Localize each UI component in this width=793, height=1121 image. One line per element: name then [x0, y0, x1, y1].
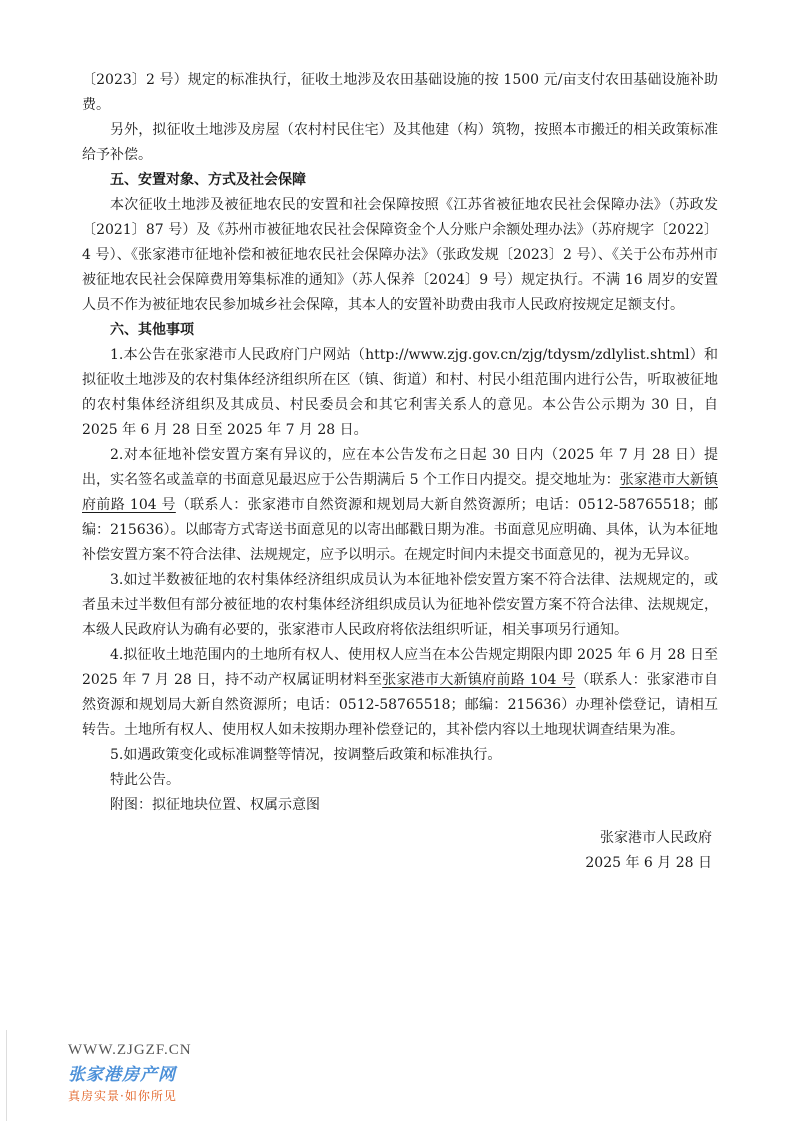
- watermark-site-name: 张家港房产网: [68, 1065, 176, 1085]
- paragraph-closing: 特此公告。: [110, 772, 180, 788]
- paragraph-housing-compensation: 另外，拟征收土地涉及房屋（农村村民住宅）及其他建（构）筑物，按照本市搬迁的相关政策标准给予补偿。: [82, 122, 718, 163]
- item-2-text-b: （联系人：张家港市自然资源和规划局大新自然资源所；电话：0512-58765518；邮编：215636）。以邮寄方式寄送书面意见的以寄出邮戳日期为准。书面意见应明确、具体，认为本征地补偿安置方案不符合法律、法规规定，应予以明示。在规定时间内未提交书面意见的，视为无异议。: [82, 497, 718, 563]
- paragraph-social-security: 本次征收土地涉及被征地农民的安置和社会保障按照《江苏省被征地农民社会保障办法》（苏政发〔2021〕87 号）及《苏州市被征地农民社会保障资金个人分账户余额处理办法》（苏府规字〔2022〕4 号）、《张家港市征地补偿和被征地农民社会保障办法》（张政发规〔2023〕2 号）、《关于公布苏州市被征地农民社会保障费用筹集标准的通知》（苏人保养〔2024〕9 号）规定执行。不满 16 周岁的安置人员不作为被征地农民参加城乡社会保障，其本人的安置补助费由我市人民政府按规定足额支付。: [82, 197, 718, 313]
- watermark-slogan: 真房实景·如你所见: [68, 1089, 177, 1103]
- item-4-text-a: 4.拟征收土地范围内的土地所有权人、使用权人应当在本公告规定期限内即 2025 年 6 月 28 日至 2025 年 7 月 28 日，持不动产权属证明材料至: [82, 647, 718, 688]
- section-heading-other-matters: 六、其他事项: [110, 322, 194, 338]
- paragraph-standard-tail: 〔2023〕2 号）规定的标准执行，征收土地涉及农田基础设施的按 1500 元/亩支付农田基础设施补助费。: [82, 72, 718, 113]
- item-4-address: 张家港市大新镇府前路 104 号: [382, 672, 576, 688]
- signature-date: 2025 年 6 月 28 日: [585, 855, 712, 871]
- signature-org: 张家港市人民政府: [600, 830, 712, 846]
- section-heading-resettlement: 五、安置对象、方式及社会保障: [110, 172, 306, 188]
- page-edge-line: [6, 1030, 7, 1121]
- item-2-address: 张家港市大新镇府前路 104 号: [82, 472, 718, 513]
- item-4-text-b: （联系人：张家港市自然资源和规划局大新自然资源所；电话：0512-58765518；邮编：215636）办理补偿登记，请相互转告。土地所有权人、使用权人如未按期办理补偿登记的，其补偿内容以土地现状调查结果为准。: [82, 672, 718, 738]
- watermark-url: WWW.ZJGZF.CN: [68, 1042, 192, 1058]
- notice-body: [82, 68, 718, 876]
- paragraph-item-5: 5.如遇政策变化或标准调整等情况，按调整后政策和标准执行。: [110, 747, 502, 763]
- paragraph-attachment: 附图：拟征地块位置、权属示意图: [110, 797, 320, 813]
- watermark-logo: [68, 1042, 192, 1104]
- item-2-text-a: 2.对本征地补偿安置方案有异议的，应在本公告发布之日起 30 日内（2025 年 7 月 28 日）提出，实名签名或盖章的书面意见最迟应于公告期满后 5 个工作日内提交。提交地址为：: [82, 447, 718, 488]
- paragraph-item-2: [82, 443, 718, 568]
- paragraph-item-1: 1.本公告在张家港市人民政府门户网站（http://www.zjg.gov.cn/zjg/tdysm/zdlylist.shtml）和拟征收土地涉及的农村集体经济组织所在区（镇、街道）和村、村民小组范围内进行公告，听取被征地的农村集体经济组织及其成员、村民委员会和其它利害关系人的意见。本公告公示期为 30 日，自 2025 年 6 月 28 日至 2025 年 7 月 28 日。: [82, 347, 718, 438]
- paragraph-item-4: [82, 643, 718, 743]
- paragraph-item-3: 3.如过半数被征地的农村集体经济组织成员认为本征地补偿安置方案不符合法律、法规规定的，或者虽未过半数但有部分被征地的农村集体经济组织成员认为征地补偿安置方案不符合法律、法规规定，本级人民政府认为确有必要的，张家港市人民政府将依法组织听证，相关事项另行通知。: [82, 572, 718, 638]
